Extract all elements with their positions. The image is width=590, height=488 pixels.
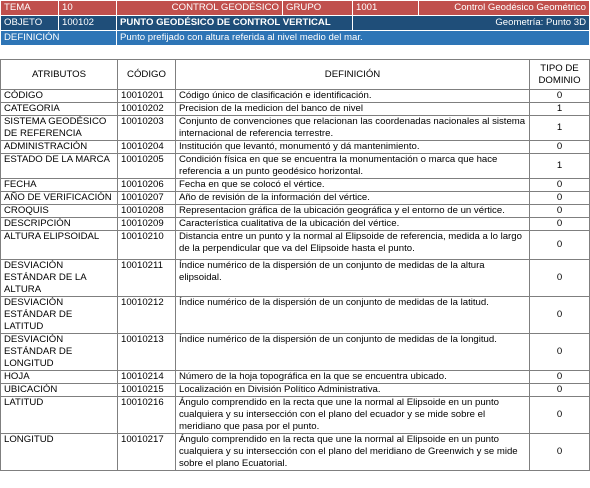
geometry-type: Geometría: Punto 3D [353,16,590,31]
attribute-definition-cell: Código único de clasificación e identificación. [176,90,530,103]
table-row [1,90,590,103]
domain-type-cell: 0 [530,384,590,397]
attribute-definition-cell: Localización en División Político Administrativa. [176,384,530,397]
attribute-name-cell: DESVIACIÓN ESTÁNDAR DE LONGITUD [1,334,118,371]
attribute-code-cell: 10010202 [118,103,176,116]
table-row [1,260,590,297]
attribute-code-cell: 10010203 [118,116,176,141]
attribute-name-cell: CROQUIS [1,205,118,218]
col-header-atributos: ATRIBUTOS [1,60,118,90]
table-row [1,384,590,397]
domain-type-cell: 0 [530,231,590,260]
attribute-name-cell: LONGITUD [1,434,118,471]
domain-type-cell: 0 [530,334,590,371]
domain-type-cell: 0 [530,434,590,471]
domain-type-cell: 0 [530,192,590,205]
col-header-definicion: DEFINICIÓN [176,60,530,90]
objeto-name: PUNTO GEODÉSICO DE CONTROL VERTICAL [117,16,353,31]
attribute-name-cell: ESTADO DE LA MARCA [1,154,118,179]
attribute-definition-cell: Índice numérico de la dispersión de un conjunto de medidas de la altura elipsoidal. [176,260,530,297]
domain-type-cell: 0 [530,90,590,103]
table-row [1,218,590,231]
definicion-text: Punto prefijado con altura referida al nivel medio del mar. [117,31,590,46]
attribute-code-cell: 10010217 [118,434,176,471]
attribute-code-cell: 10010212 [118,297,176,334]
attribute-name-cell: DESVIACIÓN ESTÁNDAR DE LA ALTURA [1,260,118,297]
grupo-label: GRUPO [283,1,353,16]
attribute-name-cell: LATITUD [1,397,118,434]
domain-type-cell: 0 [530,141,590,154]
attribute-name-cell: ADMINISTRACIÓN [1,141,118,154]
domain-type-cell: 0 [530,205,590,218]
table-row [1,297,590,334]
objeto-value: 100102 [59,16,117,31]
tema-value: 10 [59,1,117,16]
domain-type-cell: 0 [530,260,590,297]
attribute-name-cell: CATEGORIA [1,103,118,116]
grupo-value: 1001 [353,1,419,16]
objeto-row [1,16,590,31]
attribute-name-cell: DESCRIPCIÓN [1,218,118,231]
attribute-code-cell: 10010209 [118,218,176,231]
table-row [1,231,590,260]
attribute-name-cell: SISTEMA GEODÉSICO DE REFERENCIA [1,116,118,141]
attribute-definition-cell: Año de revisión de la información del vértice. [176,192,530,205]
domain-type-cell: 0 [530,218,590,231]
table-row [1,434,590,471]
attribute-definition-cell: Ángulo comprendido en la recta que une la normal al Elipsoide en un punto cualquiera y su intersección con el plano del ecuador y se mide sobre el meridiano que pasa por el punto. [176,397,530,434]
attribute-definition-cell: Conjunto de convenciones que relacionan las coordenadas nacionales al sistema internacional de referencia terrestre. [176,116,530,141]
attribute-code-cell: 10010211 [118,260,176,297]
domain-type-cell: 0 [530,397,590,434]
table-row [1,179,590,192]
attribute-definition-cell: Institución que levantó, monumentó y dá mantenimiento. [176,141,530,154]
col-header-tipo-dominio: TIPO DE DOMINIO [530,60,590,90]
attribute-name-cell: DESVIACIÓN ESTÁNDAR DE LATITUD [1,297,118,334]
domain-type-cell: 1 [530,116,590,141]
domain-type-cell: 0 [530,179,590,192]
table-row [1,192,590,205]
attribute-code-cell: 10010215 [118,384,176,397]
attribute-code-cell: 10010208 [118,205,176,218]
domain-type-cell: 1 [530,154,590,179]
attribute-definition-cell: Índice numérico de la dispersión de un conjunto de medidas de la latitud. [176,297,530,334]
attribute-definition-cell: Fecha en que se colocó el vértice. [176,179,530,192]
attribute-definition-cell: Distancia entre un punto y la normal al Elipsoide de referencia, medida a lo largo de la perpendicular que va del Elipsoide hasta el punto. [176,231,530,260]
definicion-row [1,31,590,46]
definicion-label: DEFINICIÓN [1,31,117,46]
table-row [1,154,590,179]
attribute-name-cell: FECHA [1,179,118,192]
attribute-definition-cell: Número de la hoja topográfica en la que se encuentra ubicado. [176,371,530,384]
attribute-name-cell: UBICACIÓN [1,384,118,397]
attribute-name-cell: CÓDIGO [1,90,118,103]
attribute-definition-cell: Índice numérico de la dispersión de un conjunto de medidas de la longitud. [176,334,530,371]
tema-row [1,1,590,16]
attribute-name-cell: HOJA [1,371,118,384]
attribute-name-cell: AÑO DE VERIFICACIÓN [1,192,118,205]
attribute-code-cell: 10010206 [118,179,176,192]
attributes-table [0,59,590,471]
table-row [1,141,590,154]
col-header-codigo: CÓDIGO [118,60,176,90]
attributes-body [1,90,590,471]
attribute-code-cell: 10010205 [118,154,176,179]
attribute-code-cell: 10010207 [118,192,176,205]
attribute-code-cell: 10010204 [118,141,176,154]
attribute-code-cell: 10010201 [118,90,176,103]
attribute-definition-cell: Característica cualitativa de la ubicación del vértice. [176,218,530,231]
attributes-header-row [1,60,590,90]
tema-label: TEMA [1,1,59,16]
attribute-definition-cell: Condición física en que se encuentra la monumentación o marca que hace referencia a un punto geodésico horizontal. [176,154,530,179]
table-row [1,334,590,371]
table-row [1,205,590,218]
object-header [0,0,590,46]
attribute-code-cell: 10010210 [118,231,176,260]
attribute-code-cell: 10010213 [118,334,176,371]
grupo-name: Control Geodésico Geométrico [419,1,590,16]
attribute-definition-cell: Precision de la medicion del banco de nivel [176,103,530,116]
table-row [1,116,590,141]
attribute-code-cell: 10010214 [118,371,176,384]
domain-type-cell: 1 [530,103,590,116]
attribute-definition-cell: Representacion gráfica de la ubicación geográfica y el entorno de un vértice. [176,205,530,218]
domain-type-cell: 0 [530,297,590,334]
table-row [1,103,590,116]
table-row [1,397,590,434]
tema-name: CONTROL GEODÉSICO [117,1,283,16]
attribute-definition-cell: Ángulo comprendido en la recta que une la normal al Elipsoide en un punto cualquiera y su intersección con el plano del meridiano de Greenwich y se mide sobre el plano Ecuatorial. [176,434,530,471]
objeto-label: OBJETO [1,16,59,31]
table-row [1,371,590,384]
attribute-code-cell: 10010216 [118,397,176,434]
domain-type-cell: 0 [530,371,590,384]
attribute-name-cell: ALTURA ELIPSOIDAL [1,231,118,260]
